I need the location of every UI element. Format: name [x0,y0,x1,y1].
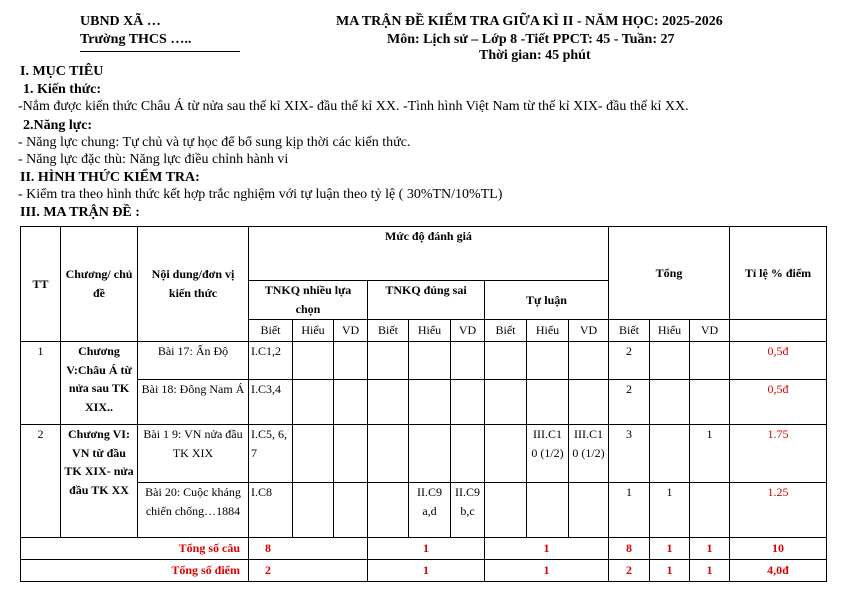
school-district: UBND XÃ … [80,14,161,29]
header-know: Biết [368,320,409,342]
competence-general: - Năng lực chung: Tự chủ và tự học để bổ sung kịp thời các kiến thức. [18,135,411,150]
header-apply: VD [569,320,609,342]
row-tt: 1 [21,342,61,425]
row-content: Bài 20: Cuộc kháng chiến chống…1884 [138,483,249,538]
row-cell: III.C1 0 (1/2) [527,425,569,483]
row-score: 1.75 [730,425,827,483]
header-know: Biết [249,320,293,342]
summary-row-questions [21,538,827,560]
summary-value: 10 [730,538,827,560]
row-total-know: 3 [609,425,650,483]
row-cell: II.C9 b,c [451,483,485,538]
header-know: Biết [485,320,527,342]
header-tt: TT [21,227,61,342]
summary-value: 1 [650,560,690,582]
header-essay: Tự luận [485,281,609,320]
summary-value: 1 [368,560,485,582]
row-content: Bài 18: Đông Nam Á [138,380,249,425]
summary-value: 1 [368,538,485,560]
row-cell: I.C3,4 [249,380,293,425]
row-tt: 2 [21,425,61,538]
row-total-know: 1 [609,483,650,538]
summary-value: 2 [609,560,650,582]
header-apply: VD [690,320,730,342]
table-row [21,425,827,483]
section-objectives: I. MỤC TIÊU [20,64,104,79]
doc-subject: Môn: Lịch sử – Lớp 8 -Tiết PPCT: 45 - Tuần: 27 [387,32,675,47]
table-row [21,342,827,380]
header-total: Tổng [609,227,730,320]
summary-value: 8 [249,538,368,560]
section-competence: 2.Năng lực: [23,118,93,133]
row-total-know: 2 [609,380,650,425]
table-cell [730,320,827,342]
exam-form-text: - Kiểm tra theo hình thức kết hợp trắc nghiệm với tự luận theo tỷ lệ ( 30%TN/10%TL) [18,187,503,202]
row-cell: I.C1,2 [249,342,293,380]
header-understand: Hiểu [650,320,690,342]
header-chapter: Chương/ chủ đề [61,227,138,342]
row-content: Bài 1 9: VN nửa đầu TK XIX [138,425,249,483]
row-chapter: Chương VI: VN từ đầu TK XIX- nửa đầu TK XX [61,425,138,538]
exam-matrix-table [20,226,827,582]
row-content: Bài 17: Ấn Độ [138,342,249,380]
row-cell: I.C5, 6,7 [249,425,293,483]
header-understand: Hiểu [293,320,334,342]
row-score: 1.25 [730,483,827,538]
header-divider [80,51,240,52]
header-understand: Hiểu [527,320,569,342]
row-cell: II.C9 a,d [409,483,451,538]
doc-title: MA TRẬN ĐỀ KIỂM TRA GIỮA KÌ II - NĂM HỌC: 2025-2026 [336,14,723,29]
header-know: Biết [609,320,650,342]
header-understand: Hiểu [409,320,451,342]
summary-value: 4,0đ [730,560,827,582]
header-apply: VD [334,320,368,342]
section-knowledge: 1. Kiến thức: [23,82,102,97]
row-total-apply: 1 [690,425,730,483]
header-apply: VD [451,320,485,342]
row-cell: I.C8 [249,483,293,538]
doc-duration: Thời gian: 45 phút [479,48,591,63]
summary-value: 1 [650,538,690,560]
summary-value: 1 [485,560,609,582]
summary-value: 1 [690,560,730,582]
summary-value: 8 [609,538,650,560]
summary-value: 2 [249,560,368,582]
table-row [21,380,827,425]
row-chapter: Chương V:Châu Á từ nửa sau TK XIX.. [61,342,138,425]
summary-row-points [21,560,827,582]
table-row [21,483,827,538]
competence-specific: - Năng lực đặc thù: Năng lực điều chỉnh hành vi [18,152,289,167]
summary-label: Tổng số điểm [21,560,249,582]
knowledge-text: -Nắm được kiến thức Châu Á từ nửa sau thế kỉ XIX- đầu thế kỉ XX. -Tình hình Việt Nam từ thế kỉ XIX- đầu thế kỉ XX. [18,99,689,114]
header-tnkq-multiple: TNKQ nhiều lựa chọn [249,281,368,320]
header-score-ratio: Tỉ lệ % điểm [730,227,827,320]
row-score: 0,5đ [730,380,827,425]
summary-value: 1 [485,538,609,560]
row-total-know: 2 [609,342,650,380]
summary-value: 1 [690,538,730,560]
section-matrix: III. MA TRẬN ĐỀ : [20,205,140,220]
section-exam-form: II. HÌNH THỨC KIỂM TRA: [20,170,200,185]
school-name: Trường THCS ….. [80,32,192,47]
row-score: 0,5đ [730,342,827,380]
header-content: Nội dung/đơn vị kiến thức [138,227,249,342]
header-assessment-level: Mức độ đánh giá [249,227,609,281]
summary-label: Tổng số câu [21,538,249,560]
row-cell: III.C1 0 (1/2) [569,425,609,483]
header-tnkq-truefalse: TNKQ đúng sai [368,281,485,320]
row-total-understand: 1 [650,483,690,538]
